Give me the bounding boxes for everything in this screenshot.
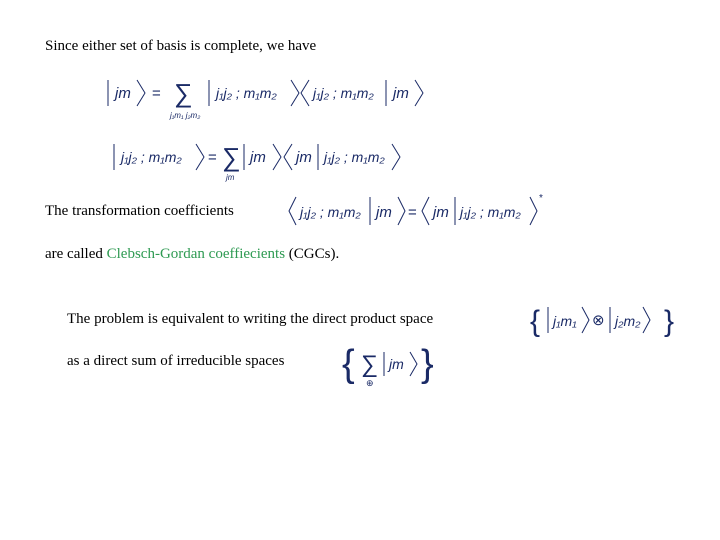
equals-sign: = [208, 149, 217, 166]
cgc-definition-text [45, 246, 339, 263]
completeness-equation-1 [104, 76, 434, 126]
bra-label: jm [433, 204, 449, 221]
ket-jm-rhs [391, 80, 423, 106]
direct-sum-index: ⊕ [366, 378, 374, 388]
bra-label: j₁j₂ ; m₁m₂ [300, 204, 361, 220]
ket-label: jm [115, 85, 131, 102]
ket-j1j2-m1m2 [209, 80, 299, 106]
complex-conjugate-star: * [539, 193, 543, 204]
ket-label: jm [389, 356, 404, 372]
ket-label: jm [393, 85, 409, 102]
sum-symbol: ∑ [174, 78, 193, 108]
equals-sign: = [408, 204, 417, 221]
ket-label: j₁j₂ ; m₁m₂ [216, 85, 277, 101]
ket-j1j2-m1m2-lhs [114, 144, 204, 170]
ket-j2m2 [610, 307, 650, 333]
ket-j1m1 [548, 307, 589, 333]
sum-symbol: ∑ [222, 142, 241, 172]
ket-jm [244, 144, 281, 170]
right-brace: } [664, 305, 675, 338]
tensor-product-symbol: ⊗ [592, 312, 605, 329]
cgc-text-before: are called [45, 246, 107, 262]
direct-sum-space [342, 340, 442, 392]
ket-label: jm [376, 204, 392, 221]
cgc-text-after: (CGCs). [285, 246, 340, 262]
bra-label: j₁j₂ ; m₁m₂ [313, 85, 374, 101]
ket-label: j₂m₂ [615, 313, 641, 329]
completeness-equation-2 [110, 142, 420, 186]
left-brace: { [342, 343, 355, 385]
bra-j1j2-m1m2 [301, 80, 386, 106]
ket-label: j₁j₂ ; m₁m₂ [324, 149, 385, 165]
direct-product-space [530, 302, 680, 342]
bra-ket-rhs [422, 197, 537, 225]
right-brace: } [421, 343, 434, 385]
transformation-coefficients-label: The transformation coefficients [45, 203, 234, 219]
cgc-highlight: Clebsch-Gordan coeffiecients [106, 246, 286, 262]
ket-j1j2-m1m2-rhs [322, 144, 400, 170]
ket-jm-lhs [108, 80, 145, 106]
ket-jm [384, 352, 417, 376]
bra-ket-lhs [289, 197, 405, 225]
sum-index: jm [226, 173, 235, 182]
equals-sign: = [152, 85, 161, 102]
intro-text: Since either set of basis is complete, we have [45, 38, 317, 54]
ket-label: j₁m₁ [553, 313, 577, 329]
sum-symbol: ∑ [361, 351, 379, 378]
cgc-conjugate-equation [286, 192, 556, 232]
ket-label: j₁j₂ ; m₁m₂ [121, 149, 182, 165]
bra-label: jm [296, 149, 312, 166]
left-brace: { [530, 305, 541, 338]
sum-index: j₁m₁ j₂m₂ [170, 111, 201, 120]
ket-label: j₁j₂ ; m₁m₂ [460, 204, 521, 220]
direct-sum-text: as a direct sum of irreducible spaces [67, 353, 285, 369]
bra-jm [284, 144, 318, 170]
ket-label: jm [250, 149, 266, 166]
problem-statement-text: The problem is equivalent to writing the direct product space [67, 311, 434, 327]
